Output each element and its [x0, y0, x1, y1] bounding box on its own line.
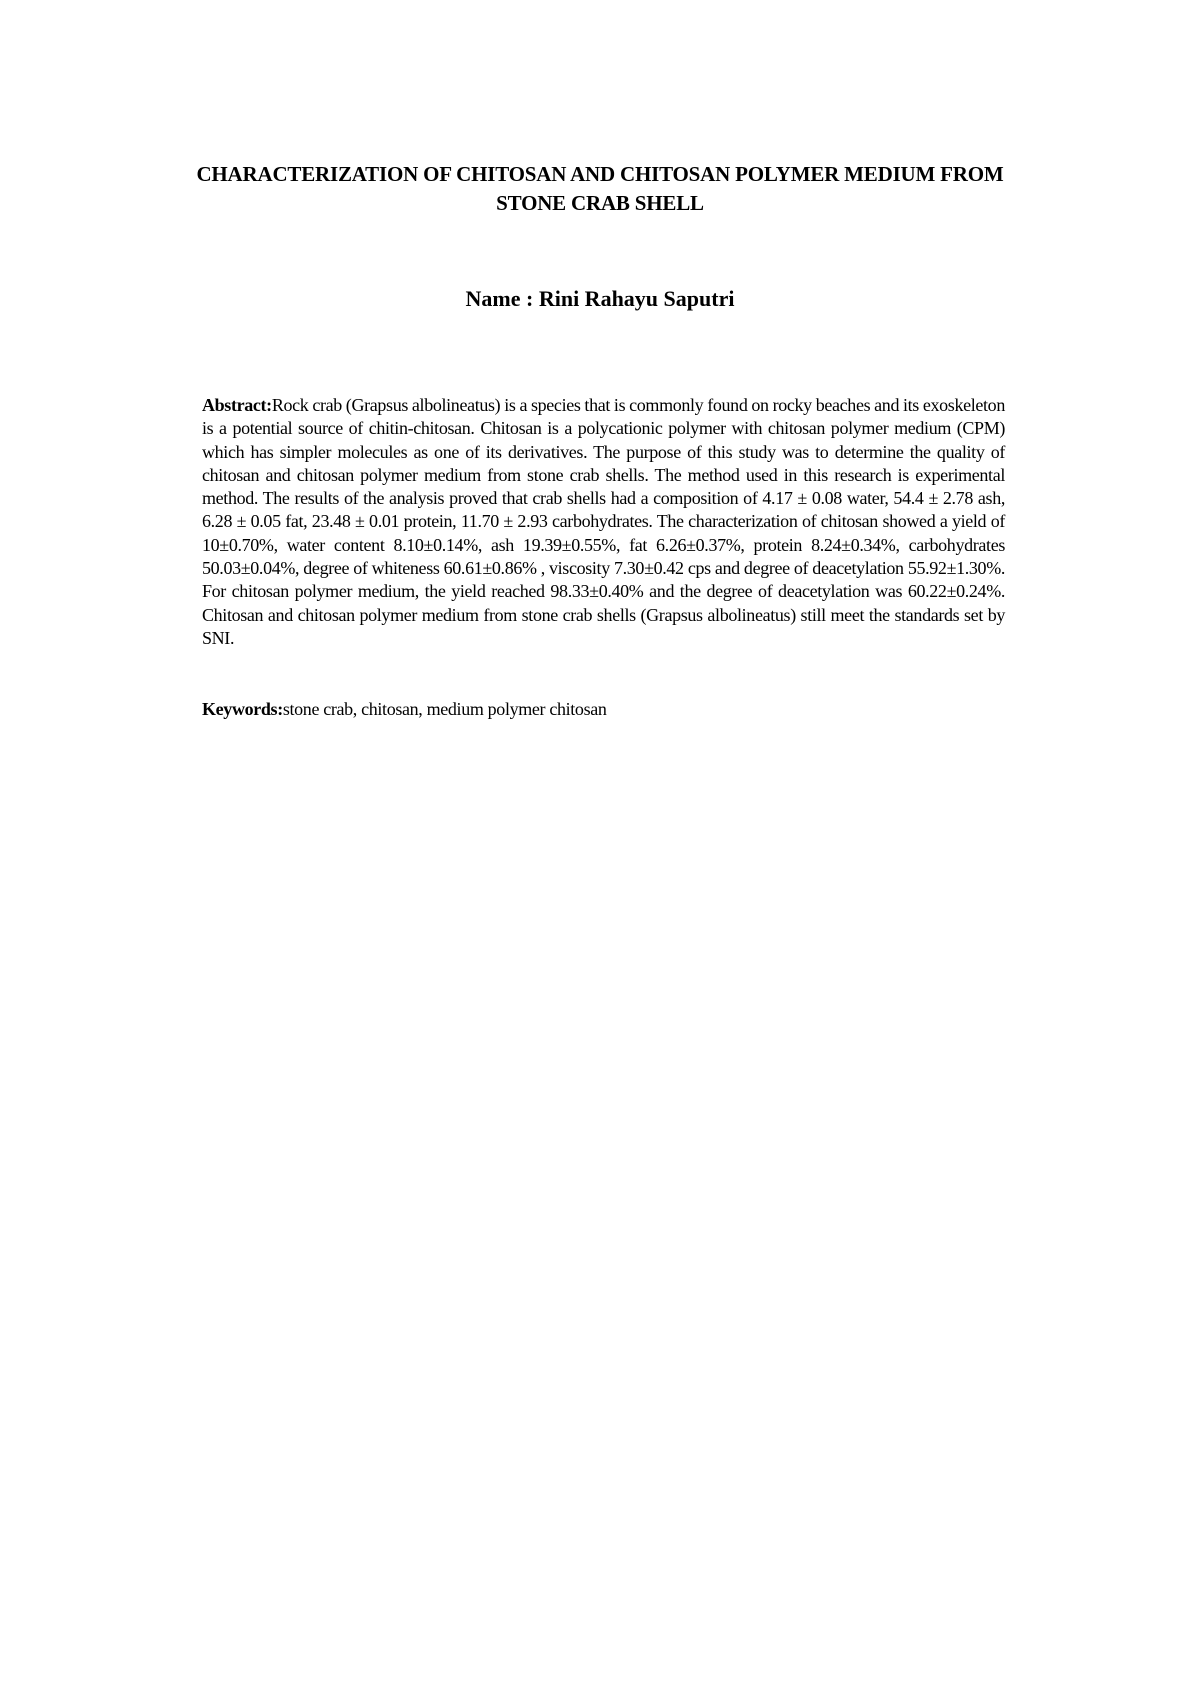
abstract-label: Abstract: — [202, 395, 272, 415]
keywords-text: stone crab, chitosan, medium polymer chitosan — [282, 699, 607, 719]
abstract-text: Rock crab (Grapsus albolineatus) is a species that is commonly found on rocky beaches and its exoskeleton is a potential source of chitin-chitosan. Chitosan is a polycationic polymer with chitosan polymer medium (CPM) which has simpler molecules as one of its derivatives. The purpose of this study was to determine the quality of chitosan and chitosan polymer medium from stone crab shells. The method used in this research is experimental method. The results of the analysis proved that crab shells had a composition of 4.17 ± 0.08 water, 54.4 ± 2.78 ash, 6.28 ± 0.05 fat, 23.48 ± 0.01 protein, 11.70 ± 2.93 carbohydrates. The characterization of chitosan showed a yield of 10±0.70%, water content 8.10±0.14%, ash 19.39±0.55%, fat 6.26±0.37%, protein 8.24±0.34%, carbohydrates 50.03±0.04%, degree of whiteness 60.61±0.86% , viscosity 7.30±0.42 cps and degree of deacetylation 55.92±1.30%. For chitosan polymer medium, the yield reached 98.33±0.40% and the degree of deacetylation was 60.22±0.24%. Chitosan and chitosan polymer medium from stone crab shells (Grapsus albolineatus) still meet the standards set by SNI. — [202, 395, 1005, 648]
paper-title-line-2: STONE CRAB SHELL — [496, 191, 704, 215]
author-name: Name : Rini Rahayu Saputri — [465, 286, 735, 311]
keywords-paragraph — [202, 698, 1005, 721]
paper-title — [100, 160, 1100, 218]
abstract-paragraph — [202, 394, 1005, 650]
paper-title-line-1: CHARACTERIZATION OF CHITOSAN AND CHITOSAN POLYMER MEDIUM FROM — [196, 162, 1004, 186]
keywords-label: Keywords: — [202, 699, 283, 719]
